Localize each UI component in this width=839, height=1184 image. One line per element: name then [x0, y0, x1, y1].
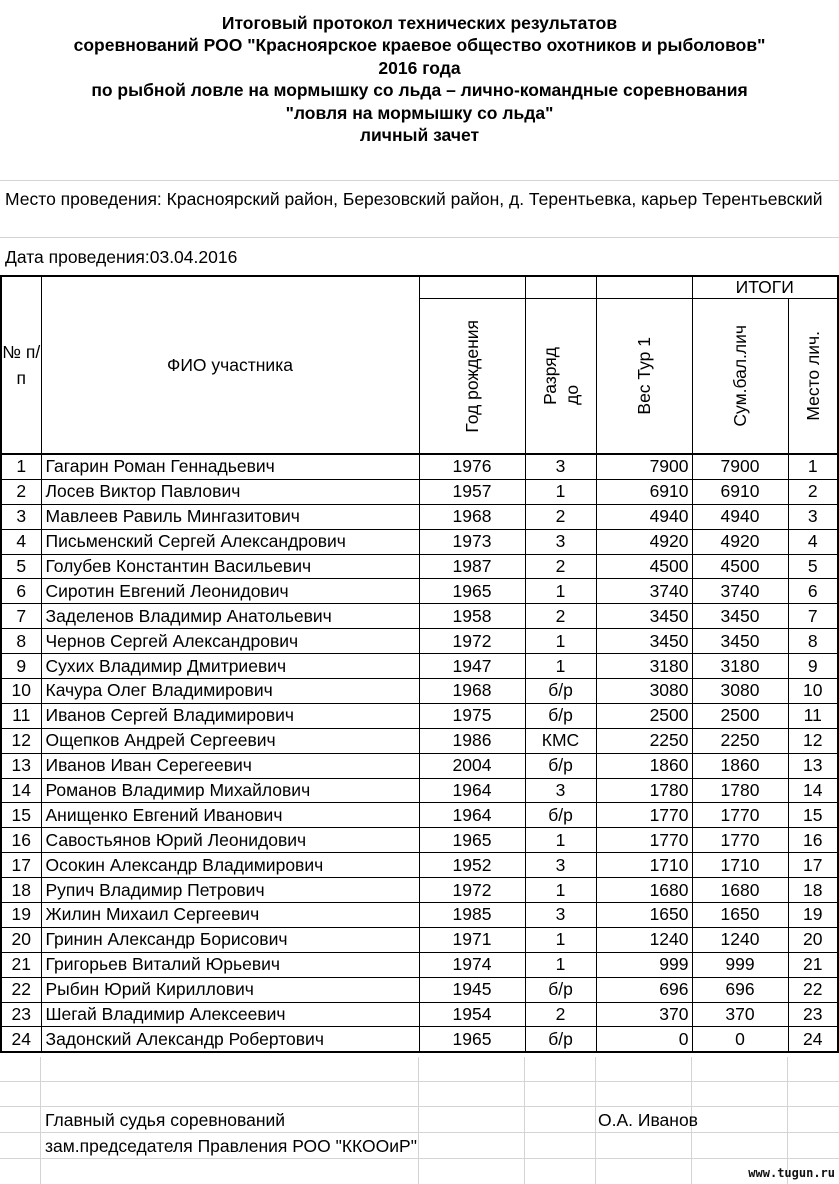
judge-name: О.А. Иванов [598, 1110, 698, 1130]
cell-year: 1985 [419, 903, 525, 928]
header-sum-label: Сум.бал.лич [730, 325, 750, 427]
watermark: www.tugun.ru [748, 1166, 835, 1180]
cell-place: 8 [788, 629, 838, 654]
cell-year: 1964 [419, 803, 525, 828]
table-row [1, 803, 838, 828]
cell-year: 1952 [419, 853, 525, 878]
cell-weight: 1770 [596, 803, 692, 828]
header-sum [692, 299, 788, 455]
cell-place: 21 [788, 952, 838, 977]
cell-name: Сиротин Евгений Леонидович [41, 579, 419, 604]
table-row [1, 529, 838, 554]
cell-name: Рупич Владимир Петрович [41, 878, 419, 903]
cell-place: 4 [788, 529, 838, 554]
cell-place: 18 [788, 878, 838, 903]
cell-number: 16 [1, 828, 41, 853]
cell-sum: 3740 [692, 579, 788, 604]
cell-name: Заделенов Владимир Анатольевич [41, 604, 419, 629]
judge-position: зам.председателя Правления РОО "ККООиР" [45, 1136, 417, 1156]
cell-year: 1975 [419, 703, 525, 728]
grid-line [0, 1081, 839, 1082]
cell-sum: 6910 [692, 479, 788, 504]
date-text: Дата проведения:03.04.2016 [5, 247, 238, 267]
title-line-1: Итоговый протокол технических результатов [221, 13, 618, 33]
cell-weight: 999 [596, 952, 692, 977]
grid-line [0, 237, 839, 238]
cell-year: 1968 [419, 504, 525, 529]
table-row [1, 479, 838, 504]
cell-category: 1 [525, 579, 596, 604]
cell-year: 1954 [419, 1002, 525, 1027]
cell-category: 3 [525, 778, 596, 803]
cell-year: 1976 [419, 454, 525, 479]
cell-category: 2 [525, 554, 596, 579]
table-row [1, 679, 838, 704]
table-row [1, 629, 838, 654]
cell-category: б/р [525, 753, 596, 778]
cell-place: 20 [788, 927, 838, 952]
cell-sum: 1770 [692, 803, 788, 828]
results-table [0, 275, 839, 1053]
cell-name: Иванов Иван Серегеевич [41, 753, 419, 778]
cell-year: 1971 [419, 927, 525, 952]
cell-weight: 696 [596, 977, 692, 1002]
table-row [1, 753, 838, 778]
cell-weight: 1240 [596, 927, 692, 952]
cell-number: 12 [1, 728, 41, 753]
cell-category: 3 [525, 903, 596, 928]
cell-weight: 3450 [596, 629, 692, 654]
cell-year: 1957 [419, 479, 525, 504]
cell-sum: 1240 [692, 927, 788, 952]
cell-year: 1965 [419, 828, 525, 853]
cell-name: Рыбин Юрий Кириллович [41, 977, 419, 1002]
cell-weight: 6910 [596, 479, 692, 504]
header-blank [525, 276, 596, 299]
cell-name: Голубев Константин Васильевич [41, 554, 419, 579]
cell-number: 23 [1, 1002, 41, 1027]
cell-category: 1 [525, 629, 596, 654]
header-blank [419, 276, 525, 299]
cell-category: 2 [525, 604, 596, 629]
cell-weight: 370 [596, 1002, 692, 1027]
header-year [419, 299, 525, 455]
cell-name: Романов Владимир Михайлович [41, 778, 419, 803]
title-line-3: 2016 года [378, 57, 461, 78]
judge-label: Главный судья соревнований [45, 1110, 286, 1130]
grid-line [595, 1057, 596, 1184]
cell-number: 18 [1, 878, 41, 903]
cell-place: 2 [788, 479, 838, 504]
cell-sum: 3080 [692, 679, 788, 704]
table-row [1, 853, 838, 878]
cell-place: 11 [788, 703, 838, 728]
cell-category: 1 [525, 654, 596, 679]
grid-line [0, 1106, 839, 1107]
header-place-label: Место лич. [802, 331, 823, 421]
cell-sum: 1650 [692, 903, 788, 928]
cell-place: 7 [788, 604, 838, 629]
cell-weight: 1680 [596, 878, 692, 903]
cell-weight: 2500 [596, 703, 692, 728]
header-name [41, 276, 419, 454]
cell-year: 2004 [419, 753, 525, 778]
title-line-6: личный зачет [359, 125, 480, 146]
cell-sum: 1780 [692, 778, 788, 803]
cell-name: Качура Олег Владимирович [41, 679, 419, 704]
cell-place: 12 [788, 728, 838, 753]
cell-category: КМС [525, 728, 596, 753]
cell-number: 8 [1, 629, 41, 654]
cell-category: б/р [525, 1027, 596, 1052]
header-place [788, 299, 838, 455]
cell-sum: 3180 [692, 654, 788, 679]
header-weight-label: Вес Тур 1 [634, 337, 654, 415]
cell-category: 3 [525, 454, 596, 479]
table-row [1, 903, 838, 928]
cell-name: Мавлеев Равиль Мингазитович [41, 504, 419, 529]
table-row [1, 1002, 838, 1027]
table-row [1, 504, 838, 529]
cell-name: Письменский Сергей Александрович [41, 529, 419, 554]
cell-place: 5 [788, 554, 838, 579]
cell-number: 22 [1, 977, 41, 1002]
cell-category: б/р [525, 703, 596, 728]
table-row [1, 728, 838, 753]
cell-category: 2 [525, 504, 596, 529]
cell-sum: 370 [692, 1002, 788, 1027]
header-results: ИТОГИ [692, 276, 838, 299]
header-num [1, 276, 41, 454]
cell-number: 9 [1, 654, 41, 679]
cell-weight: 2250 [596, 728, 692, 753]
cell-place: 22 [788, 977, 838, 1002]
cell-year: 1972 [419, 629, 525, 654]
cell-place: 19 [788, 903, 838, 928]
cell-year: 1947 [419, 654, 525, 679]
cell-weight: 0 [596, 1027, 692, 1052]
cell-place: 17 [788, 853, 838, 878]
cell-sum: 999 [692, 952, 788, 977]
cell-sum: 4940 [692, 504, 788, 529]
cell-number: 13 [1, 753, 41, 778]
cell-sum: 0 [692, 1027, 788, 1052]
cell-name: Григорьев Виталий Юрьевич [41, 952, 419, 977]
header-category-label: Разряд до [539, 347, 582, 405]
cell-name: Задонский Александр Робертович [41, 1027, 419, 1052]
cell-name: Гринин Александр Борисович [41, 927, 419, 952]
table-row [1, 878, 838, 903]
cell-weight: 1780 [596, 778, 692, 803]
title-line-4: по рыбной ловле на мормышку со льда – лично-командные соревнования [91, 80, 748, 101]
grid-line [524, 1057, 525, 1184]
cell-category: 2 [525, 1002, 596, 1027]
grid-line [40, 1057, 41, 1184]
header-year-label: Год рождения [462, 319, 482, 433]
cell-place: 13 [788, 753, 838, 778]
grid-line [0, 180, 839, 181]
cell-sum: 3450 [692, 604, 788, 629]
table-row [1, 454, 838, 479]
table-row [1, 654, 838, 679]
cell-number: 1 [1, 454, 41, 479]
header-name-label: ФИО участника [167, 354, 293, 375]
cell-year: 1974 [419, 952, 525, 977]
cell-weight: 4920 [596, 529, 692, 554]
table-row [1, 778, 838, 803]
cell-number: 21 [1, 952, 41, 977]
cell-weight: 3180 [596, 654, 692, 679]
cell-sum: 7900 [692, 454, 788, 479]
cell-name: Анищенко Евгений Иванович [41, 803, 419, 828]
table-row [1, 952, 838, 977]
cell-place: 6 [788, 579, 838, 604]
cell-category: 1 [525, 479, 596, 504]
cell-name: Ощепков Андрей Сергеевич [41, 728, 419, 753]
cell-number: 14 [1, 778, 41, 803]
cell-number: 3 [1, 504, 41, 529]
cell-category: 3 [525, 529, 596, 554]
grid-line [0, 1158, 839, 1159]
cell-category: 3 [525, 853, 596, 878]
cell-place: 16 [788, 828, 838, 853]
cell-name: Савостьянов Юрий Леонидович [41, 828, 419, 853]
cell-name: Сухих Владимир Дмитриевич [41, 654, 419, 679]
cell-category: б/р [525, 977, 596, 1002]
cell-category: 1 [525, 952, 596, 977]
cell-sum: 3450 [692, 629, 788, 654]
cell-weight: 4500 [596, 554, 692, 579]
cell-place: 23 [788, 1002, 838, 1027]
cell-place: 10 [788, 679, 838, 704]
cell-weight: 1710 [596, 853, 692, 878]
cell-category: 1 [525, 828, 596, 853]
cell-weight: 1860 [596, 753, 692, 778]
cell-number: 4 [1, 529, 41, 554]
table-row [1, 703, 838, 728]
cell-year: 1958 [419, 604, 525, 629]
header-blank [596, 276, 692, 299]
cell-place: 9 [788, 654, 838, 679]
cell-category: 1 [525, 878, 596, 903]
cell-sum: 2250 [692, 728, 788, 753]
cell-category: б/р [525, 803, 596, 828]
cell-place: 15 [788, 803, 838, 828]
cell-name: Осокин Александр Владимирович [41, 853, 419, 878]
table-row [1, 604, 838, 629]
cell-weight: 3740 [596, 579, 692, 604]
cell-place: 24 [788, 1027, 838, 1052]
table-row [1, 927, 838, 952]
grid-line [787, 1057, 788, 1184]
cell-name: Жилин Михаил Сергеевич [41, 903, 419, 928]
cell-sum: 1770 [692, 828, 788, 853]
cell-year: 1945 [419, 977, 525, 1002]
cell-place: 3 [788, 504, 838, 529]
cell-category: б/р [525, 679, 596, 704]
cell-weight: 7900 [596, 454, 692, 479]
cell-category: 1 [525, 927, 596, 952]
table-row [1, 828, 838, 853]
cell-sum: 1680 [692, 878, 788, 903]
cell-year: 1972 [419, 878, 525, 903]
cell-sum: 4920 [692, 529, 788, 554]
cell-number: 10 [1, 679, 41, 704]
cell-sum: 4500 [692, 554, 788, 579]
cell-name: Иванов Сергей Владимирович [41, 703, 419, 728]
cell-name: Чернов Сергей Александрович [41, 629, 419, 654]
cell-number: 17 [1, 853, 41, 878]
cell-weight: 4940 [596, 504, 692, 529]
header-row-top [1, 276, 838, 299]
cell-year: 1965 [419, 1027, 525, 1052]
cell-weight: 1770 [596, 828, 692, 853]
cell-name: Шегай Владимир Алексеевич [41, 1002, 419, 1027]
title-line-5: "ловля на мормышку со льда" [285, 102, 554, 123]
cell-year: 1968 [419, 679, 525, 704]
cell-year: 1973 [419, 529, 525, 554]
title-line-2: соревнований РОО "Красноярское краевое общество охотников и рыболовов" [73, 35, 766, 56]
header-weight [596, 299, 692, 455]
document-title [0, 12, 839, 146]
cell-name: Гагарин Роман Геннадьевич [41, 454, 419, 479]
cell-number: 24 [1, 1027, 41, 1052]
cell-number: 2 [1, 479, 41, 504]
cell-year: 1987 [419, 554, 525, 579]
cell-place: 14 [788, 778, 838, 803]
cell-sum: 1710 [692, 853, 788, 878]
cell-name: Лосев Виктор Павлович [41, 479, 419, 504]
table-row [1, 579, 838, 604]
cell-year: 1964 [419, 778, 525, 803]
cell-place: 1 [788, 454, 838, 479]
cell-number: 5 [1, 554, 41, 579]
cell-number: 7 [1, 604, 41, 629]
cell-number: 20 [1, 927, 41, 952]
grid-line [0, 1132, 839, 1133]
cell-sum: 696 [692, 977, 788, 1002]
header-category [525, 299, 596, 455]
cell-number: 6 [1, 579, 41, 604]
cell-sum: 1860 [692, 753, 788, 778]
cell-number: 11 [1, 703, 41, 728]
cell-sum: 2500 [692, 703, 788, 728]
cell-weight: 3450 [596, 604, 692, 629]
table-row [1, 554, 838, 579]
table-row [1, 1027, 838, 1052]
table-row [1, 977, 838, 1002]
cell-number: 19 [1, 903, 41, 928]
cell-weight: 1650 [596, 903, 692, 928]
grid-line [418, 1057, 419, 1184]
cell-year: 1965 [419, 579, 525, 604]
cell-weight: 3080 [596, 679, 692, 704]
cell-year: 1986 [419, 728, 525, 753]
cell-number: 15 [1, 803, 41, 828]
header-num-label: № п/п [2, 342, 41, 388]
venue-text: Место проведения: Красноярский район, Березовский район, д. Терентьевка, карьер Терентьевский [5, 189, 823, 209]
